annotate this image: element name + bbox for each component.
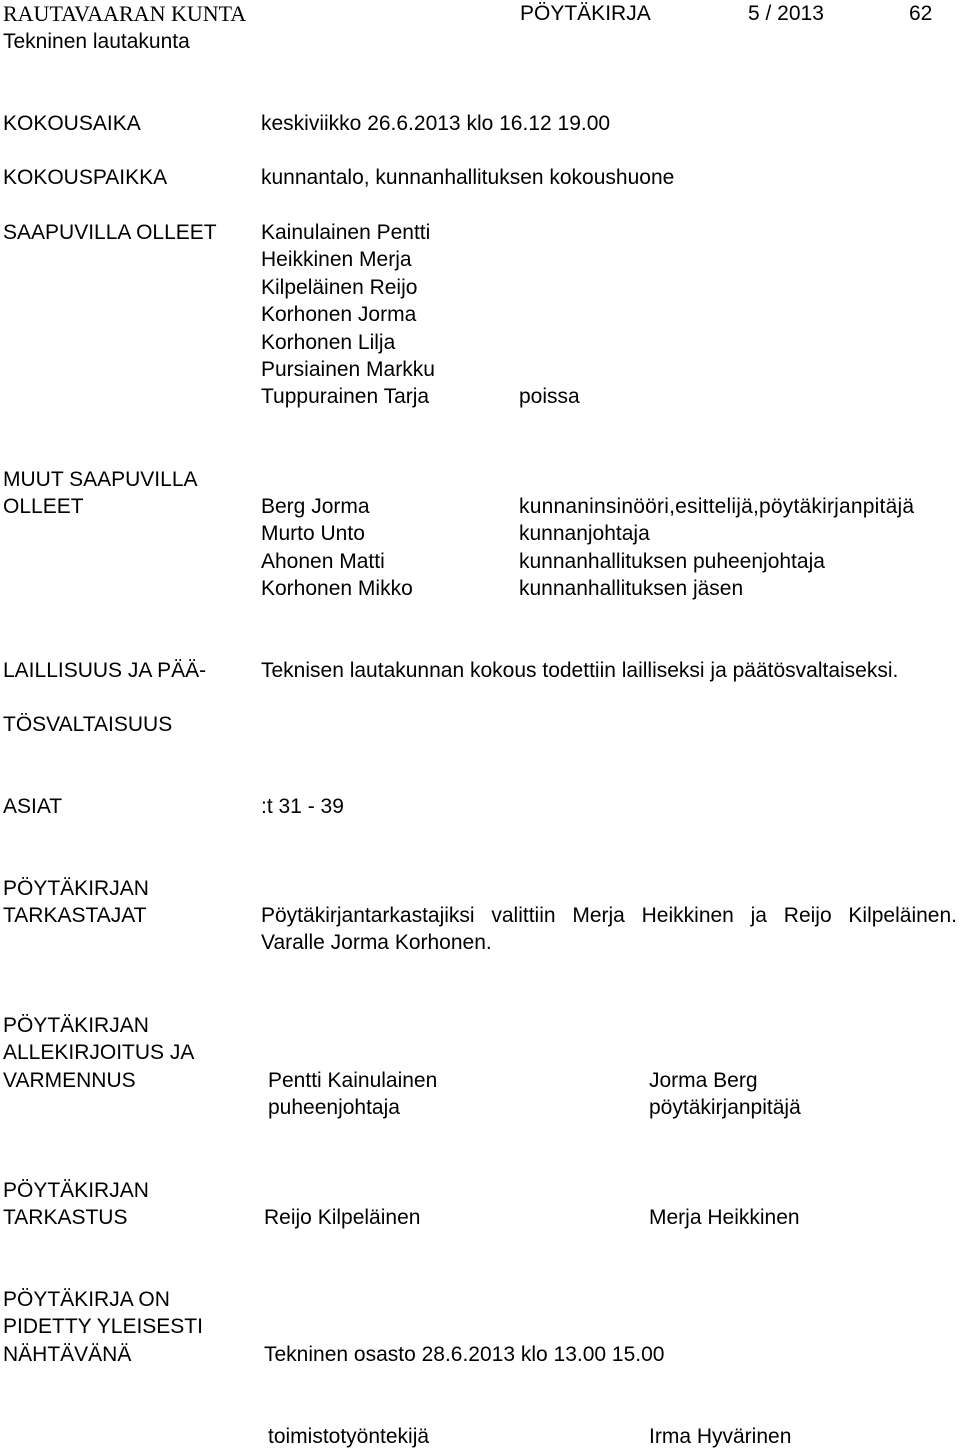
items-value: :t 31 - 39 bbox=[261, 795, 344, 818]
signer-chair bbox=[268, 1067, 437, 1122]
signature-label-line: VARMENNUS bbox=[3, 1068, 136, 1092]
signature-label-line: ALLEKIRJOITUS JA bbox=[3, 1041, 195, 1065]
legality-label-line2: TÖSVALTAISUUS bbox=[3, 713, 173, 736]
inspection-label-line: PÖYTÄKIRJAN bbox=[3, 1179, 149, 1202]
other-person-role: kunnaninsinööri,esittelijä,pöytäkirjanpitäjä bbox=[519, 495, 915, 518]
footer-role: toimistotyöntekijä bbox=[268, 1425, 430, 1448]
checkers-text: Pöytäkirjantarkastajiksi valittiin Merja Heikkinen ja Reijo Kilpeläinen. Varalle Jorma Korhonen. bbox=[261, 904, 957, 955]
minutes-number: 5 / 2013 bbox=[748, 2, 824, 25]
meeting-time-value: keskiviikko 26.6.2013 klo 16.12 19.00 bbox=[261, 112, 611, 135]
checkers-label-line: PÖYTÄKIRJAN bbox=[3, 877, 149, 900]
public-display-label bbox=[3, 1286, 203, 1368]
checkers-label-line: TARKASTAJAT bbox=[3, 904, 147, 928]
meeting-place-value: kunnantalo, kunnanhallituksen kokoushuone bbox=[261, 166, 675, 189]
absent-note: poissa bbox=[519, 385, 580, 408]
other-person-name: Ahonen Matti bbox=[261, 549, 385, 573]
signer-name: Pentti Kainulainen bbox=[268, 1069, 438, 1092]
others-present-label-line: OLLEET bbox=[3, 495, 84, 519]
member-name: Pursiainen Markku bbox=[261, 358, 435, 382]
present-members-list bbox=[261, 219, 435, 411]
other-person-role: kunnanhallituksen jäsen bbox=[519, 577, 744, 601]
inspector-name: Merja Heikkinen bbox=[649, 1206, 800, 1229]
present-label: SAAPUVILLA OLLEET bbox=[3, 221, 217, 244]
document-type: PÖYTÄKIRJA bbox=[520, 2, 651, 25]
others-present-label-line: MUUT SAAPUVILLA bbox=[3, 468, 198, 491]
other-person-name: Berg Jorma bbox=[261, 495, 370, 518]
public-display-label-line: PÖYTÄKIRJA ON bbox=[3, 1288, 170, 1311]
member-name: Kilpeläinen Reijo bbox=[261, 275, 418, 299]
other-person-name: Korhonen Mikko bbox=[261, 577, 413, 601]
signer-name: Jorma Berg bbox=[649, 1069, 758, 1092]
others-present-label bbox=[3, 466, 198, 521]
public-display-value: Tekninen osasto 28.6.2013 klo 13.00 15.00 bbox=[264, 1343, 665, 1366]
signer-role: pöytäkirjanpitäjä bbox=[649, 1096, 801, 1120]
legality-text: Teknisen lautakunnan kokous todettiin lailliseksi ja päätösvaltaiseksi. bbox=[261, 659, 899, 682]
meeting-place-label: KOKOUSPAIKKA bbox=[3, 166, 168, 189]
public-display-label-line: NÄHTÄVÄNÄ bbox=[3, 1342, 132, 1366]
member-name: Kainulainen Pentti bbox=[261, 221, 431, 244]
checkers-label bbox=[3, 875, 149, 930]
inspection-label-line: TARKASTUS bbox=[3, 1206, 128, 1230]
member-name: Tuppurainen Tarja bbox=[261, 385, 430, 409]
inspector-name: Reijo Kilpeläinen bbox=[264, 1206, 421, 1229]
signature-label-line: PÖYTÄKIRJAN bbox=[3, 1014, 149, 1037]
municipality-name: RAUTAVAARAN KUNTA bbox=[3, 1, 247, 26]
other-person-role: kunnanhallituksen puheenjohtaja bbox=[519, 549, 825, 573]
page-number: 62 bbox=[909, 2, 933, 25]
signer-role: puheenjohtaja bbox=[268, 1096, 400, 1120]
other-person-role: kunnanjohtaja bbox=[519, 522, 650, 546]
member-name: Korhonen Jorma bbox=[261, 303, 417, 327]
other-person-name: Murto Unto bbox=[261, 522, 365, 546]
items-label: ASIAT bbox=[3, 795, 63, 818]
others-names-list bbox=[261, 493, 413, 603]
member-name: Heikkinen Merja bbox=[261, 248, 412, 272]
member-name: Korhonen Lilja bbox=[261, 330, 396, 354]
inspection-label bbox=[3, 1177, 149, 1232]
public-display-label-line: PIDETTY YLEISESTI bbox=[3, 1315, 203, 1339]
meeting-time-label: KOKOUSAIKA bbox=[3, 112, 141, 135]
signature-label bbox=[3, 1012, 194, 1094]
legality-label-line1: LAILLISUUS JA PÄÄ- bbox=[3, 659, 207, 682]
others-roles-list bbox=[519, 493, 914, 603]
signer-secretary bbox=[649, 1067, 801, 1122]
footer-name: Irma Hyvärinen bbox=[649, 1425, 792, 1448]
board-name: Tekninen lautakunta bbox=[3, 30, 190, 53]
